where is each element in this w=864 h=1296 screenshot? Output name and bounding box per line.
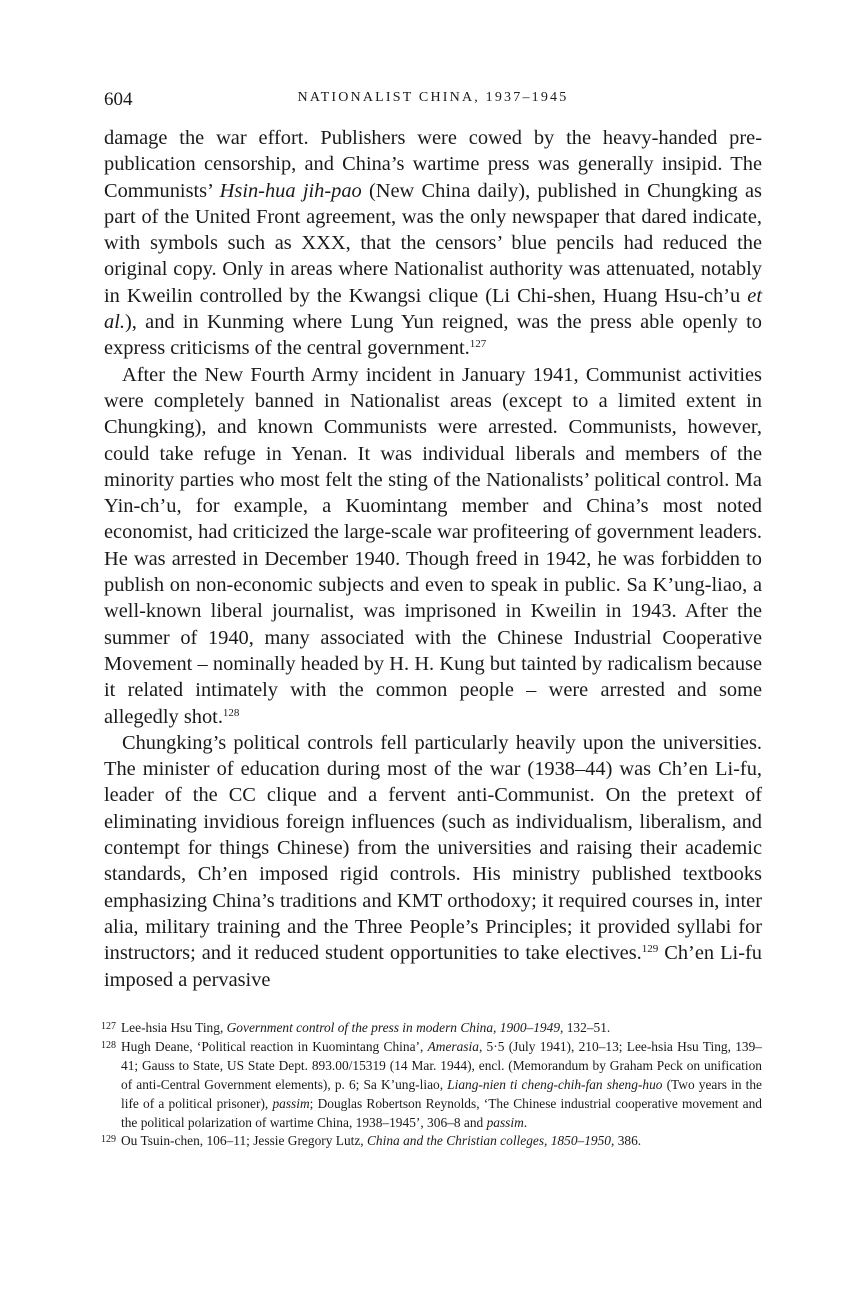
paragraph-text: After the New Fourth Army incident in January 1941, Communist activities were completely banned in Nationalist areas (except to a limited extent in Chungking), and known Communists were arrested. Communists, however, could take refuge in Yenan. It was individual liberals and members of the minority parties who most felt the sting of the Nationalists’ political control. Ma Yin-ch’u, for example, a Kuomintang member and China’s most noted economist, had criticized the large-scale war profiteering of government leaders. He was arrested in December 1940. Though freed in 1942, he was forbidden to publish on non-economic subjects and even to speak in public. Sa K’ung-liao, a well-known liberal journalist, was imprisoned in Kweilin in 1943. After the summer of 1940, many associated with the Chinese Industrial Cooperative Movement – nominally headed by H. H. Kung but tainted by radicalism because it related intimately with the common people – were arrested and some allegedly shot.: [104, 363, 762, 728]
footnote-128: [101, 1038, 762, 1133]
newspaper-title: Hsin-hua jih-pao: [219, 179, 362, 202]
footnote-number: 128: [101, 1039, 116, 1051]
footnote-ref-128[interactable]: 128: [222, 706, 240, 719]
footnote-text: (Two years in the life of a political prisoner),: [121, 1076, 762, 1111]
paragraph-1: [104, 125, 762, 362]
footnote-text: Lee-hsia Hsu Ting,: [121, 1020, 227, 1035]
footnote-text: Hugh Deane, ‘Political reaction in Kuomintang China’,: [121, 1038, 428, 1054]
footnote-text: .: [523, 1114, 528, 1130]
work-title: Amerasia: [427, 1038, 479, 1054]
passim: passim: [486, 1114, 524, 1130]
paragraph-2: [104, 362, 762, 730]
et-al: et al.: [104, 284, 762, 334]
footnote-text: Ou Tsuin-chen, 106–11; Jessie Gregory Lutz,: [121, 1133, 367, 1149]
paragraph-text: (New China daily), published in Chungking as part of the United Front agreement, was the only newspaper that dared indicate, with symbols such as XXX, that the censors’ blue pencils had reduced the original copy. Only in areas where Nationalist authority was attenuated, notably in Kweilin controlled by the Kwangsi clique (Li Chi-shen, Huang Hsu-ch’u: [104, 179, 762, 307]
footnote-text: ; Douglas Robertson Reynolds, ‘The Chinese industrial cooperative movement and the political polarization of wartime China, 1938–1945’, 306–8 and: [121, 1095, 762, 1130]
page-number: 604: [104, 89, 133, 110]
footnote-number: 129: [101, 1134, 116, 1146]
body-text: [104, 125, 762, 993]
footnote-number: 127: [101, 1021, 116, 1032]
footnote-ref-129[interactable]: 129: [641, 943, 659, 956]
passim: passim: [272, 1095, 310, 1111]
work-title: Government control of the press in modern China, 1900–1949: [226, 1020, 561, 1035]
paragraph-3: [104, 730, 762, 993]
paragraph-text: ), and in Kunming where Lung Yun reigned, was the press able openly to express criticisms of the central government.: [104, 311, 762, 360]
paragraph-text: Ch’en Li-fu imposed a pervasive: [104, 942, 762, 991]
footnotes: [101, 1019, 762, 1151]
footnote-ref-127[interactable]: 127: [469, 338, 487, 351]
footnote-127: [101, 1019, 762, 1038]
running-head: [104, 89, 762, 111]
footnote-text: , 386.: [611, 1133, 642, 1149]
footnote-129: [101, 1132, 762, 1151]
work-title: Liang-nien ti cheng-chih-fan sheng-huo: [447, 1076, 663, 1092]
footnote-text: , 132–51.: [560, 1020, 611, 1035]
paragraph-text: damage the war effort. Publishers were cowed by the heavy-handed pre-publication censorship, and China’s wartime press was generally insipid. The Communists’: [104, 127, 762, 202]
work-title: China and the Christian colleges, 1850–1950: [367, 1133, 611, 1149]
running-title: NATIONALIST CHINA, 1937–1945: [297, 90, 569, 105]
footnote-text: , 5·5 (July 1941), 210–13; Lee-hsia Hsu Ting, 139–41; Gauss to State, US State Dept. 893.00/15319 (14 Mar. 1944), encl. (Memorandum by Graham Peck on unification of anti-Central Government elements), p. 6; Sa K’ung-liao,: [121, 1038, 762, 1092]
paragraph-text: Chungking’s political controls fell particularly heavily upon the universities. The minister of education during most of the war (1938–44) was Ch’en Li-fu, leader of the CC clique and a fervent anti-Communist. On the pretext of eliminating invidious foreign influences (such as individualism, liberalism, and contempt for things Chinese) from the universities and raising their academic standards, Ch’en imposed rigid controls. His ministry published textbooks emphasizing China’s traditions and KMT orthodoxy; it required courses in, inter alia, military training and the Three People’s Principles; it provided syllabi for instructors; and it reduced student opportunities to take electives.: [104, 731, 762, 965]
